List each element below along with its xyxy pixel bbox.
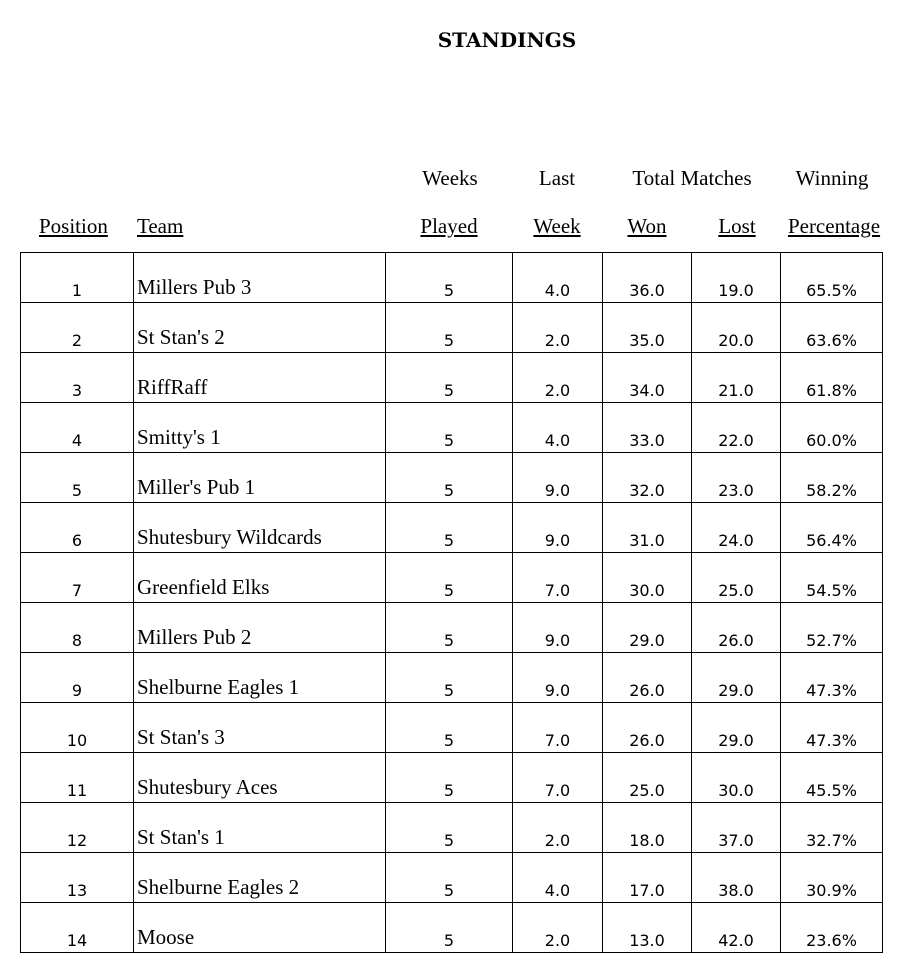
cell-weeks-played: 5 [386, 453, 513, 503]
header-weeks: Weeks [422, 166, 478, 190]
header-won: Won [627, 214, 667, 238]
cell-won: 26.0 [603, 703, 692, 753]
cell-team: Miller's Pub 1 [134, 453, 386, 503]
cell-winning-percentage: 32.7% [781, 803, 883, 853]
cell-lost: 29.0 [692, 703, 781, 753]
cell-won: 31.0 [603, 503, 692, 553]
cell-position: 10 [21, 703, 134, 753]
table-row [21, 803, 883, 853]
cell-weeks-played: 5 [386, 553, 513, 603]
table-row [21, 853, 883, 903]
cell-won: 35.0 [603, 303, 692, 353]
cell-weeks-played: 5 [386, 653, 513, 703]
cell-won: 17.0 [603, 853, 692, 903]
cell-position: 4 [21, 403, 134, 453]
cell-position: 7 [21, 553, 134, 603]
cell-team: Shutesbury Aces [134, 753, 386, 803]
cell-weeks-played: 5 [386, 753, 513, 803]
header-total-matches: Total Matches [632, 166, 752, 190]
header-team: Team [137, 214, 184, 238]
cell-position: 11 [21, 753, 134, 803]
table-row [21, 503, 883, 553]
cell-last-week: 7.0 [513, 553, 603, 603]
cell-weeks-played: 5 [386, 253, 513, 303]
header-percentage: Percentage [787, 214, 881, 238]
standings-table [20, 252, 883, 953]
cell-team: Millers Pub 2 [134, 603, 386, 653]
cell-weeks-played: 5 [386, 803, 513, 853]
cell-team: Millers Pub 3 [134, 253, 386, 303]
cell-team: Moose [134, 903, 386, 953]
cell-weeks-played: 5 [386, 903, 513, 953]
cell-lost: 29.0 [692, 653, 781, 703]
cell-lost: 38.0 [692, 853, 781, 903]
table-row [21, 253, 883, 303]
table-row [21, 703, 883, 753]
cell-team: Smitty's 1 [134, 403, 386, 453]
cell-last-week: 4.0 [513, 403, 603, 453]
cell-position: 1 [21, 253, 134, 303]
cell-weeks-played: 5 [386, 403, 513, 453]
cell-position: 9 [21, 653, 134, 703]
cell-last-week: 2.0 [513, 303, 603, 353]
header-last: Last [538, 166, 576, 190]
cell-won: 18.0 [603, 803, 692, 853]
cell-won: 29.0 [603, 603, 692, 653]
cell-lost: 20.0 [692, 303, 781, 353]
cell-weeks-played: 5 [386, 703, 513, 753]
cell-weeks-played: 5 [386, 353, 513, 403]
cell-team: Greenfield Elks [134, 553, 386, 603]
cell-winning-percentage: 47.3% [781, 653, 883, 703]
cell-last-week: 9.0 [513, 453, 603, 503]
cell-team: St Stan's 1 [134, 803, 386, 853]
cell-weeks-played: 5 [386, 303, 513, 353]
cell-won: 30.0 [603, 553, 692, 603]
cell-lost: 25.0 [692, 553, 781, 603]
cell-last-week: 2.0 [513, 353, 603, 403]
cell-position: 13 [21, 853, 134, 903]
cell-won: 25.0 [603, 753, 692, 803]
cell-winning-percentage: 45.5% [781, 753, 883, 803]
header-lost: Lost [718, 214, 756, 238]
cell-team: RiffRaff [134, 353, 386, 403]
cell-lost: 37.0 [692, 803, 781, 853]
cell-winning-percentage: 23.6% [781, 903, 883, 953]
table-row [21, 753, 883, 803]
header-played: Played [420, 214, 478, 238]
cell-team: Shutesbury Wildcards [134, 503, 386, 553]
table-row [21, 603, 883, 653]
cell-last-week: 2.0 [513, 903, 603, 953]
table-row [21, 303, 883, 353]
cell-last-week: 9.0 [513, 603, 603, 653]
cell-position: 2 [21, 303, 134, 353]
cell-last-week: 9.0 [513, 653, 603, 703]
cell-lost: 22.0 [692, 403, 781, 453]
cell-lost: 21.0 [692, 353, 781, 403]
cell-team: Shelburne Eagles 1 [134, 653, 386, 703]
cell-lost: 23.0 [692, 453, 781, 503]
table-row [21, 353, 883, 403]
cell-winning-percentage: 63.6% [781, 303, 883, 353]
cell-last-week: 4.0 [513, 853, 603, 903]
cell-last-week: 9.0 [513, 503, 603, 553]
cell-lost: 42.0 [692, 903, 781, 953]
table-row [21, 453, 883, 503]
cell-team: St Stan's 2 [134, 303, 386, 353]
cell-weeks-played: 5 [386, 503, 513, 553]
header-position: Position [39, 214, 108, 238]
cell-won: 13.0 [603, 903, 692, 953]
cell-lost: 30.0 [692, 753, 781, 803]
cell-won: 33.0 [603, 403, 692, 453]
cell-winning-percentage: 56.4% [781, 503, 883, 553]
cell-position: 3 [21, 353, 134, 403]
cell-weeks-played: 5 [386, 853, 513, 903]
cell-position: 8 [21, 603, 134, 653]
table-row [21, 653, 883, 703]
table-row [21, 903, 883, 953]
table-row [21, 553, 883, 603]
cell-last-week: 7.0 [513, 753, 603, 803]
header-week: Week [533, 214, 581, 238]
cell-winning-percentage: 30.9% [781, 853, 883, 903]
cell-won: 32.0 [603, 453, 692, 503]
cell-weeks-played: 5 [386, 603, 513, 653]
table-row [21, 403, 883, 453]
cell-won: 34.0 [603, 353, 692, 403]
cell-position: 6 [21, 503, 134, 553]
cell-winning-percentage: 61.8% [781, 353, 883, 403]
cell-won: 36.0 [603, 253, 692, 303]
cell-won: 26.0 [603, 653, 692, 703]
cell-position: 5 [21, 453, 134, 503]
cell-winning-percentage: 54.5% [781, 553, 883, 603]
cell-winning-percentage: 60.0% [781, 403, 883, 453]
cell-last-week: 7.0 [513, 703, 603, 753]
cell-position: 14 [21, 903, 134, 953]
cell-lost: 24.0 [692, 503, 781, 553]
cell-winning-percentage: 47.3% [781, 703, 883, 753]
cell-last-week: 4.0 [513, 253, 603, 303]
cell-winning-percentage: 52.7% [781, 603, 883, 653]
page-title: STANDINGS [437, 28, 577, 52]
cell-winning-percentage: 58.2% [781, 453, 883, 503]
cell-winning-percentage: 65.5% [781, 253, 883, 303]
cell-position: 12 [21, 803, 134, 853]
header-winning: Winning [795, 166, 869, 190]
cell-team: Shelburne Eagles 2 [134, 853, 386, 903]
cell-lost: 26.0 [692, 603, 781, 653]
cell-team: St Stan's 3 [134, 703, 386, 753]
cell-last-week: 2.0 [513, 803, 603, 853]
cell-lost: 19.0 [692, 253, 781, 303]
